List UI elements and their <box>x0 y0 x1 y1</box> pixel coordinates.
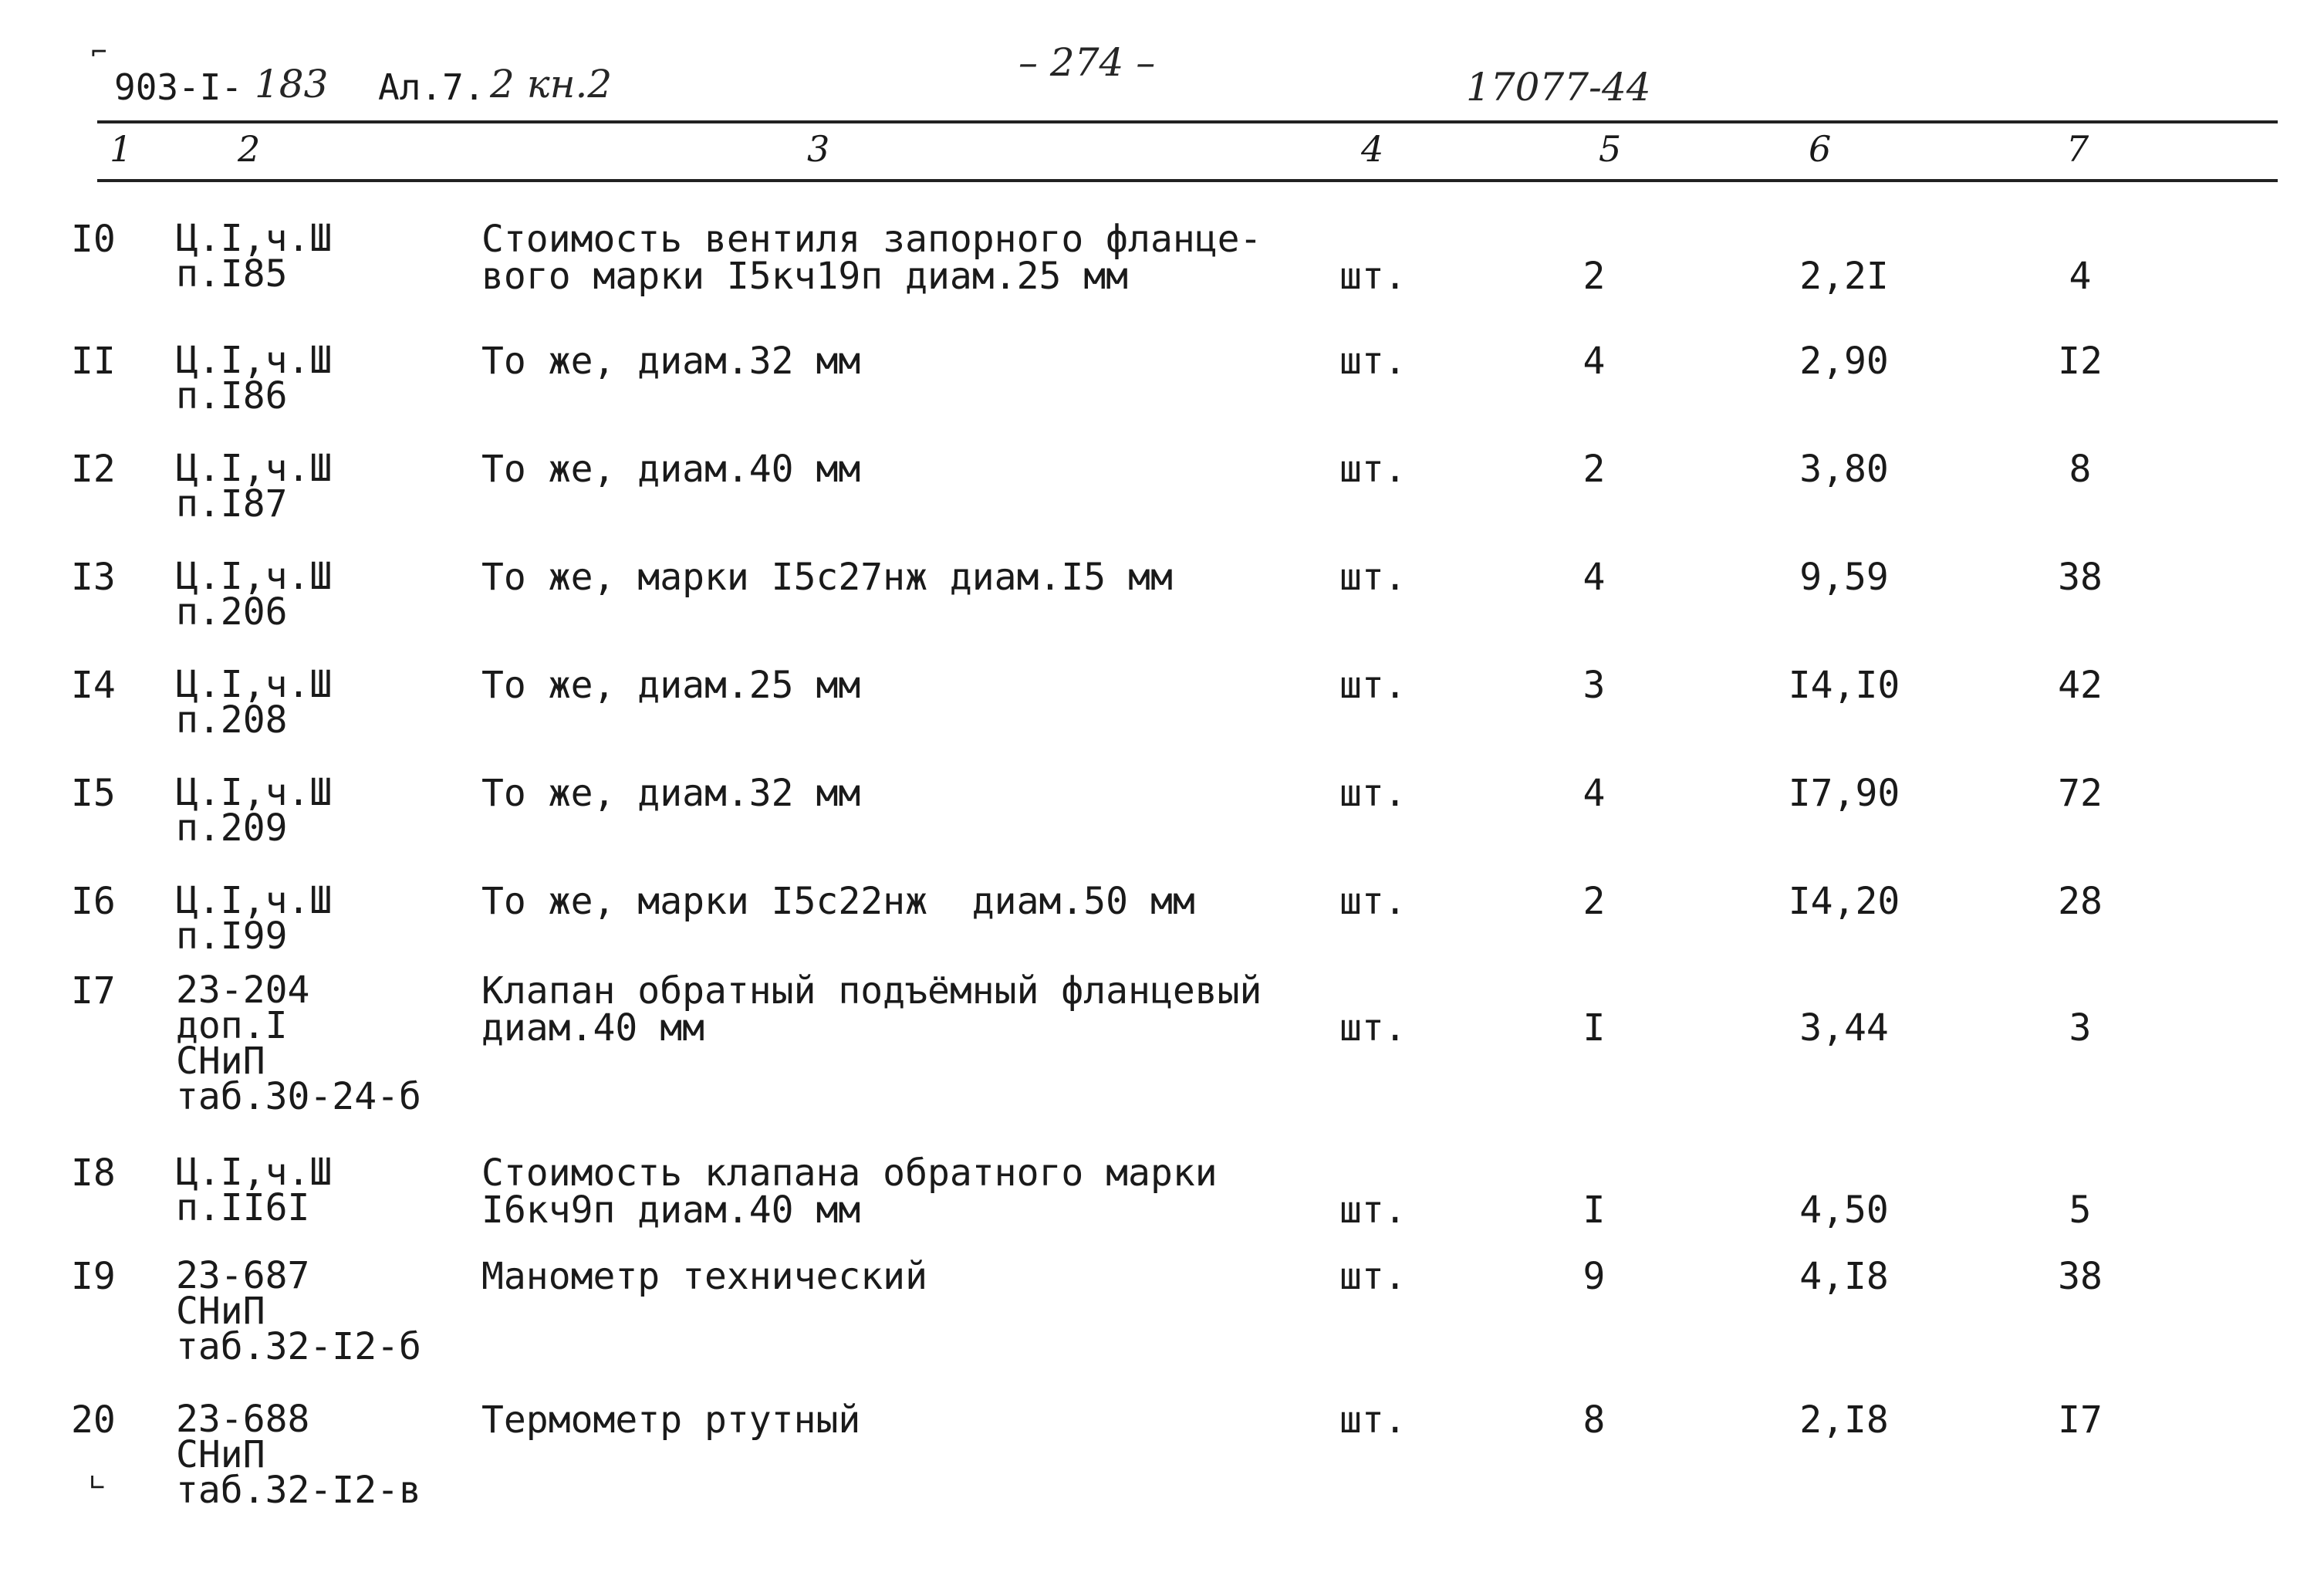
column-number-5: 5 <box>1599 128 1622 170</box>
quantity: 4 <box>1583 772 1606 815</box>
doc-prefix: 903-I- <box>114 66 243 108</box>
row-number: I0 <box>71 218 116 261</box>
row-number: I3 <box>71 556 116 599</box>
row-number: I5 <box>71 772 116 815</box>
corner-mark-top-left: ⌐ <box>91 37 107 68</box>
row-number: I2 <box>71 448 116 491</box>
quantity: 4 <box>1583 556 1606 599</box>
unit: шт. <box>1339 340 1407 383</box>
total-cost: 8 <box>2069 448 2092 491</box>
unit-price: 2,I8 <box>1799 1398 1889 1442</box>
item-description: То же, диам.32 мм <box>481 772 861 815</box>
unit: шт. <box>1339 448 1407 491</box>
column-number-7: 7 <box>2066 128 2089 170</box>
unit-price: 4,I8 <box>1799 1255 1889 1298</box>
quantity: 9 <box>1583 1255 1606 1298</box>
column-number-6: 6 <box>1809 128 1832 170</box>
album-label: Ал.7. <box>378 66 485 108</box>
item-description: Манометр технический <box>481 1255 927 1298</box>
unit-price: I4,I0 <box>1788 664 1900 707</box>
header-rule-top <box>97 120 2278 123</box>
column-number-4: 4 <box>1361 128 1384 170</box>
item-description: Термометр ртутный <box>481 1398 861 1442</box>
quantity: 2 <box>1583 255 1606 298</box>
quantity: 4 <box>1583 340 1606 383</box>
row-number: II <box>71 340 116 383</box>
unit-price: 9,59 <box>1799 556 1889 599</box>
quantity: 3 <box>1583 664 1606 707</box>
row-number: I8 <box>71 1151 116 1195</box>
doc-number-handwritten: 183 <box>255 62 329 107</box>
quantity: 2 <box>1583 880 1606 923</box>
item-description: То же, марки I5с27нж диам.I5 мм <box>481 556 1173 599</box>
reference-code: Ц.I,ч.Ш п.I99 <box>176 879 333 958</box>
unit: шт. <box>1339 772 1407 815</box>
column-number-1: 1 <box>110 128 133 170</box>
total-cost: 72 <box>2058 772 2103 815</box>
reference-code: Ц.I,ч.Ш п.I86 <box>176 339 333 418</box>
reference-code: 23-204 доп.I СНиП таб.30-24-б <box>176 969 421 1118</box>
quantity: 2 <box>1583 448 1606 491</box>
reference-code: Ц.I,ч.Ш п.II6I <box>176 1151 333 1229</box>
unit: шт. <box>1339 1398 1407 1442</box>
row-number: I4 <box>71 664 116 707</box>
quantity: I <box>1583 1006 1606 1050</box>
header-rule-bottom <box>97 179 2278 182</box>
page-number: – 274 – <box>1018 40 1156 85</box>
item-description: То же, диам.32 мм <box>481 340 861 383</box>
total-cost: I2 <box>2058 340 2103 383</box>
unit: шт. <box>1339 255 1407 298</box>
column-number-2: 2 <box>238 128 261 170</box>
row-number: I9 <box>71 1255 116 1298</box>
reference-code: Ц.I,ч.Ш п.208 <box>176 663 333 742</box>
unit: шт. <box>1339 880 1407 923</box>
unit-price: I7,90 <box>1788 772 1900 815</box>
unit-price: I4,20 <box>1788 880 1900 923</box>
item-description: То же, диам.40 мм <box>481 448 861 491</box>
total-cost: 28 <box>2058 880 2103 923</box>
item-description: То же, марки I5с22нж диам.50 мм <box>481 880 1195 923</box>
total-cost: 5 <box>2069 1189 2092 1232</box>
reference-code: Ц.I,ч.Ш п.206 <box>176 555 333 634</box>
row-number: I6 <box>71 880 116 923</box>
reference-code: 23-687 СНиП таб.32-I2-б <box>176 1254 421 1368</box>
reference-code: Ц.I,ч.Ш п.209 <box>176 771 333 850</box>
item-description: Клапан обратный подъёмный фланцевый диам.40 мм <box>481 969 1262 1050</box>
unit-price: 3,44 <box>1799 1006 1889 1050</box>
item-description: Стоимость вентиля запорного фланце- вого марки I5кч19п диам.25 мм <box>481 218 1262 298</box>
reference-code: Ц.I,ч.Ш п.I85 <box>176 217 333 296</box>
album-handwritten: 2 кн.2 <box>490 62 613 107</box>
project-code: 17077-44 <box>1466 65 1651 110</box>
unit: шт. <box>1339 1189 1407 1232</box>
unit: шт. <box>1339 1006 1407 1050</box>
row-number: 20 <box>71 1398 116 1442</box>
unit: шт. <box>1339 664 1407 707</box>
reference-code: 23-688 СНиП таб.32-I2-в <box>176 1398 421 1512</box>
column-number-3: 3 <box>807 128 830 170</box>
quantity: 8 <box>1583 1398 1606 1442</box>
item-description: Стоимость клапана обратного марки I6кч9п диам.40 мм <box>481 1151 1218 1232</box>
total-cost: 38 <box>2058 556 2103 599</box>
row-number: I7 <box>71 969 116 1013</box>
quantity: I <box>1583 1189 1606 1232</box>
unit-price: 4,50 <box>1799 1189 1889 1232</box>
total-cost: 42 <box>2058 664 2103 707</box>
total-cost: I7 <box>2058 1398 2103 1442</box>
unit-price: 2,2I <box>1799 255 1889 298</box>
unit-price: 3,80 <box>1799 448 1889 491</box>
total-cost: 4 <box>2069 255 2092 298</box>
unit: шт. <box>1339 556 1407 599</box>
total-cost: 3 <box>2069 1006 2092 1050</box>
reference-code: Ц.I,ч.Ш п.I87 <box>176 447 333 526</box>
corner-mark-bottom-left: ∟ <box>90 1468 106 1499</box>
total-cost: 38 <box>2058 1255 2103 1298</box>
unit-price: 2,90 <box>1799 340 1889 383</box>
unit: шт. <box>1339 1255 1407 1298</box>
item-description: То же, диам.25 мм <box>481 664 861 707</box>
